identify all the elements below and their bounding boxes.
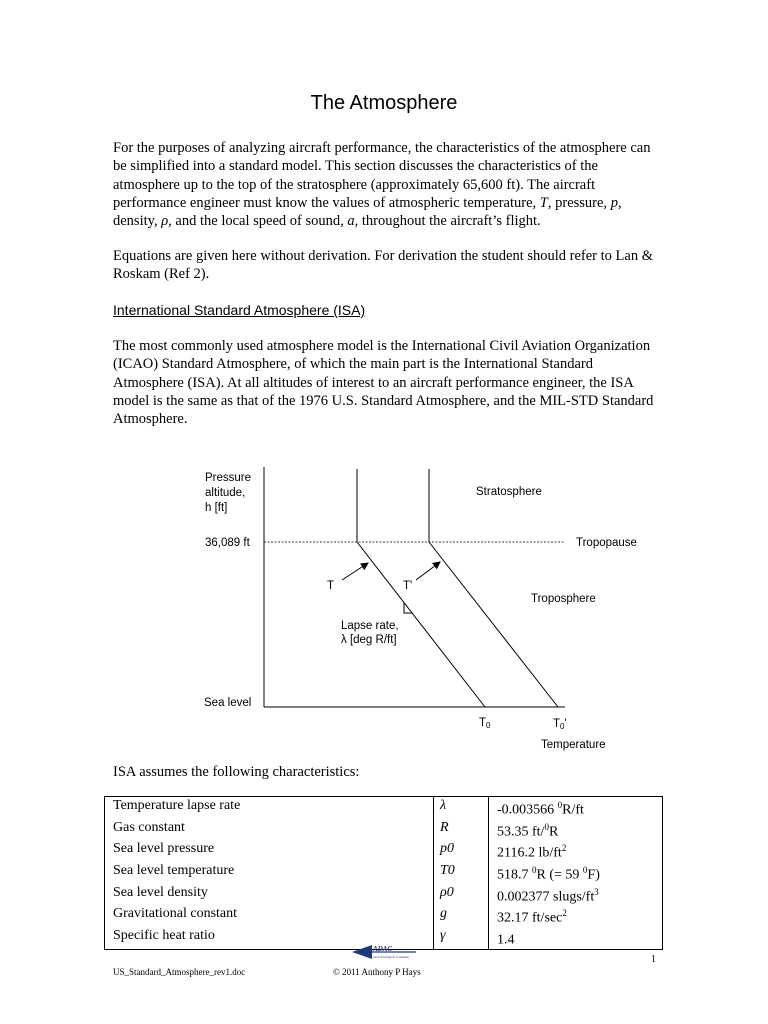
tropopause-altitude-label: 36,089 ft <box>205 537 250 549</box>
y-label-line1: Pressure <box>205 472 252 484</box>
table-row <box>105 819 663 841</box>
table-row <box>105 905 663 927</box>
parameter-symbol: T0 <box>434 862 489 884</box>
lapse-rate-label-line1: Lapse rate, <box>341 620 399 632</box>
derivation-paragraph: Equations are given here without derivation. For derivation the student should refer to Lan & Roskam (Ref 2). <box>113 248 653 283</box>
adac-logo <box>350 943 420 967</box>
parameter-name: Gas constant <box>105 819 434 841</box>
parameter-name: Sea level density <box>105 884 434 906</box>
page-number: 1 <box>651 954 656 965</box>
table-row <box>105 884 663 906</box>
T0-label: T0 <box>479 717 491 730</box>
parameter-value: 518.7 $^0$R (= 59 $^0$F) <box>497 864 600 883</box>
parameter-name: Temperature lapse rate <box>105 797 434 819</box>
stratosphere-label: Stratosphere <box>476 486 542 498</box>
isa-assumes-text: ISA assumes the following characteristics: <box>113 764 360 780</box>
troposphere-label: Troposphere <box>531 593 596 605</box>
lapse-rate-label-line2: λ [deg R/ft] <box>341 634 397 646</box>
Tprime-label: T' <box>403 580 413 592</box>
parameter-symbol: g <box>434 905 489 927</box>
troposphere-Tprime-line <box>429 542 558 707</box>
parameter-name: Specific heat ratio <box>105 927 434 949</box>
y-label-line2: altitude, <box>205 487 246 499</box>
footer-copyright: © 2011 Anthony P Hays <box>333 967 421 977</box>
parameter-name: Sea level pressure <box>105 840 434 862</box>
svg-text:Aircraft Design & Consulting: Aircraft Design & Consulting <box>373 955 409 959</box>
section-heading: International Standard Atmosphere (ISA) <box>113 302 366 318</box>
sea-level-label: Sea level <box>204 697 252 709</box>
parameter-symbol: R <box>434 819 489 841</box>
parameter-name: Gravitational constant <box>105 905 434 927</box>
parameter-symbol: λ <box>434 797 489 819</box>
svg-text:ADAC: ADAC <box>373 945 393 953</box>
parameter-value: 53.35 ft/$^0$R <box>497 821 559 840</box>
T-label: T <box>327 580 335 592</box>
atmosphere-diagram <box>0 455 768 755</box>
parameter-value: 0.002377 slugs/$ft^3$ <box>497 886 599 905</box>
parameter-symbol: p0 <box>434 840 489 862</box>
page-title: The Atmosphere <box>310 92 458 114</box>
footer-filename: US_Standard_Atmosphere_rev1.doc <box>113 967 246 977</box>
parameter-value: 1.4 <box>497 932 515 948</box>
T0prime-label: T0' <box>553 718 567 731</box>
parameter-symbol: ρ0 <box>434 884 489 906</box>
isa-paragraph: The most commonly used atmosphere model is the International Civil Aviation Organization (ICAO) Standard Atmosphere, of which the main part is the International Standard Atmosphere (ISA). At all altitudes of interest to an aircraft performance engineer, the ISA model is the same as that of the 1976 U.S. Standard Atmosphere, and the MIL-STD Standard Atmosphere. <box>113 338 654 428</box>
y-label-line3: h [ft] <box>205 502 228 514</box>
parameter-value: -0.003566 $^0$R/ft <box>497 800 584 818</box>
intro-paragraph: For the purposes of analyzing aircraft performance, the characteristics of the atmosphere can be simplified into a standard model. This section discusses the characteristics of the atmosphere up to the top of the stratosphere (approximately 65,600 ft). The aircraft performance engineer must know the values of atmospheric temperature, T, pressure, p, density, ρ, and the local speed of sound, a, throughout the aircraft’s flight. <box>113 140 651 230</box>
parameter-value: 32.17 $ft/\sec^2$ <box>497 908 567 926</box>
isa-characteristics-table <box>104 796 663 950</box>
table-row <box>105 862 663 884</box>
temperature-axis-label: Temperature <box>541 739 606 751</box>
parameter-value: 2116.2 $lb/ft^2$ <box>497 843 567 861</box>
table-row <box>105 840 663 862</box>
T-arrow <box>342 563 368 580</box>
tropopause-label: Tropopause <box>576 537 637 549</box>
parameter-symbol: γ <box>434 927 489 949</box>
parameter-name: Sea level temperature <box>105 862 434 884</box>
table-row <box>105 797 663 819</box>
Tprime-arrow <box>416 562 440 580</box>
